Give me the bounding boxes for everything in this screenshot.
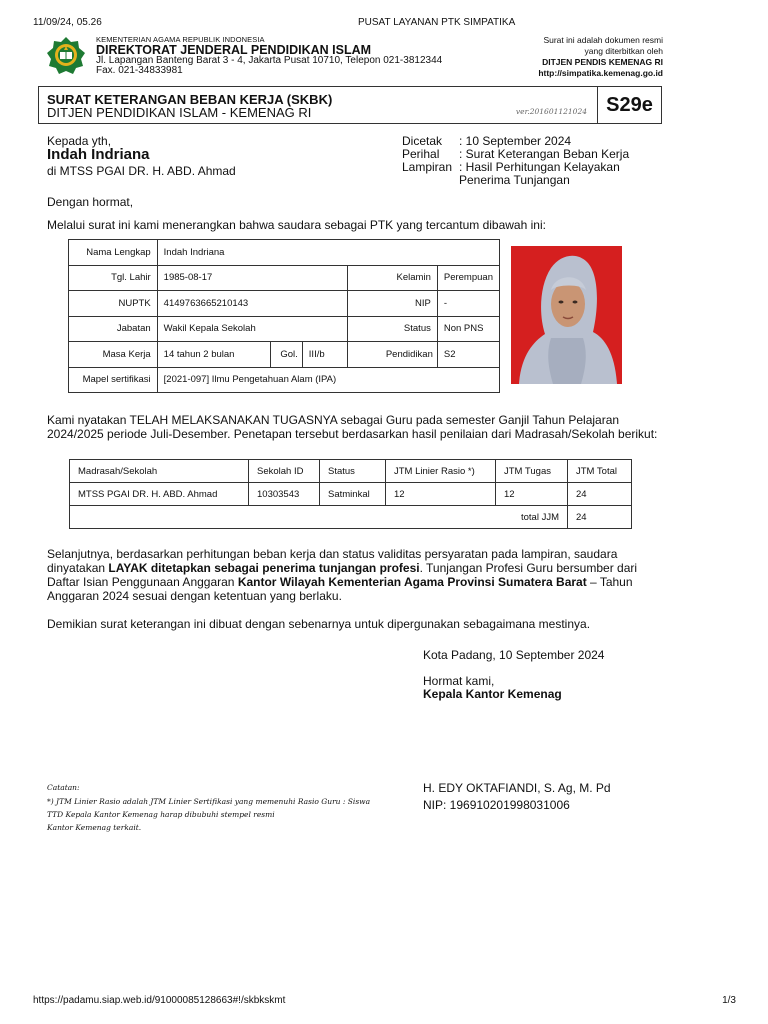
cell-school: MTSS PGAI DR. H. ABD. Ahmad [70, 483, 249, 506]
nip-label: NIP [348, 291, 438, 317]
education-value: S2 [437, 342, 498, 368]
table-row [70, 483, 632, 506]
kop-address: Jl. Lapangan Banteng Barat 3 - 4, Jakarta Pusat 10710, Telepon 021-3812344 [96, 55, 443, 66]
eligibility-text: Selanjutnya, berdasarkan perhitungan beban kerja dan status validitas persyaratan pada lampiran, saudara dinyatakan [47, 547, 618, 575]
kop-directorate: DIREKTORAT JENDERAL PENDIDIKAN ISLAM [96, 43, 372, 57]
eligibility-text: – Tahun Anggaran 2024 sesuai dengan ketentuan yang berlaku. [47, 575, 633, 603]
grade-label: Gol. [270, 342, 302, 368]
kemenag-logo-icon [46, 36, 86, 76]
kop-ministry: KEMENTERIAN AGAMA REPUBLIK INDONESIA [96, 35, 265, 44]
table-spacer [498, 342, 499, 368]
eligibility-text: . Tunjangan Profesi Guru bersumber dari Daftar Isian Penggunaan Anggaran [47, 561, 638, 589]
intro-text: Melalui surat ini kami menerangkan bahwa saudara sebagai PTK yang tercantum dibawah ini: [47, 218, 546, 232]
document-subtitle: DITJEN PENDIDIKAN ISLAM - KEMENAG RI [47, 105, 312, 120]
cell-jtm-tugas: 12 [496, 483, 568, 506]
eligibility-decision: LAYAK ditetapkan sebagai penerima tunjangan profesi [108, 561, 420, 575]
position-label: Jabatan [69, 316, 158, 342]
certification-label: Mapel sertifikasi [69, 367, 158, 393]
signatory-role: Kepala Kantor Kemenag [423, 687, 562, 701]
recipient-place: di MTSS PGAI DR. H. ABD. Ahmad [47, 164, 236, 178]
table-total-row [70, 506, 632, 529]
grade-value: III/b [302, 342, 347, 368]
total-label: total JJM [70, 506, 568, 529]
attachment-label: Lampiran [402, 160, 453, 174]
attachment-value-cont: Penerima Tunjangan [459, 173, 570, 187]
table-row [69, 240, 500, 266]
identity-table [68, 239, 500, 393]
kop-official-notice [538, 35, 663, 79]
table-row [69, 342, 500, 368]
assignment-statement: Kami nyatakan TELAH MELAKSANAKAN TUGASNYA sebagai Guru pada semester Ganjil Tahun Pelajaran 2024/2025 periode Juli-Desember. Penetapan tersebut berdasarkan hasil penilaian dari Madrasah/Sekolah berikut: [47, 413, 658, 441]
table-row [69, 316, 500, 342]
print-url: https://padamu.siap.web.id/91000085128663#!/skbkskmt [33, 995, 286, 1006]
print-datetime: 11/09/24, 05.26 [33, 17, 102, 28]
document-title-box [38, 86, 662, 124]
recipient-name: Indah Indriana [47, 146, 150, 163]
name-label: Nama Lengkap [69, 240, 158, 266]
gender-value: Perempuan [437, 265, 499, 291]
place-date: Kota Padang, 10 September 2024 [423, 648, 605, 662]
printed-value: : 10 September 2024 [459, 134, 572, 148]
education-label: Pendidikan [348, 342, 438, 368]
col-jtm-total: JTM Total [568, 460, 632, 483]
notes-title: Catatan: [47, 783, 80, 792]
notice-url: http://simpatika.kemenag.go.id [538, 68, 663, 78]
document-code: S29e [597, 87, 661, 123]
subject-label: Perihal [402, 147, 440, 161]
document-version: ver.201601121024 [515, 107, 587, 116]
col-school: Madrasah/Sekolah [70, 460, 249, 483]
name-value: Indah Indriana [157, 240, 499, 266]
position-value: Wakil Kepala Sekolah [157, 316, 348, 342]
school-table [69, 459, 632, 529]
tenure-label: Masa Kerja [69, 342, 158, 368]
cell-status: Satminkal [320, 483, 386, 506]
col-jtm-linier: JTM Linier Rasio *) [386, 460, 496, 483]
cell-jtm-total: 24 [568, 483, 632, 506]
closing-statement: Demikian surat keterangan ini dibuat dengan sebenarnya untuk dipergunakan sebagaimana mestinya. [47, 617, 591, 631]
certification-value: [2021-097] Ilmu Pengetahuan Alam (IPA) [157, 367, 499, 393]
dob-value: 1985-08-17 [157, 265, 348, 291]
table-row [69, 265, 500, 291]
gender-label: Kelamin [348, 265, 438, 291]
notes-line: *) JTM Linier Rasio adalah JTM Linier Sertifikasi yang memenuhi Rasio Guru : Siswa [47, 797, 371, 806]
regards: Hormat kami, [423, 674, 495, 688]
nip-value: - [437, 291, 499, 317]
col-jtm-tugas: JTM Tugas [496, 460, 568, 483]
printed-label: Dicetak [402, 134, 443, 148]
dob-label: Tgl. Lahir [69, 265, 158, 291]
notice-line: yang diterbitkan oleh [584, 46, 663, 56]
subject-value: : Surat Keterangan Beban Kerja [459, 147, 630, 161]
eligibility-statement [47, 547, 659, 603]
salutation: Dengan hormat, [47, 195, 134, 209]
kop-fax: Fax. 021-34833981 [96, 65, 183, 76]
notes-line: TTD Kepala Kantor Kemenag harap dibubuhi stempel resmi [47, 810, 275, 819]
nuptk-label: NUPTK [69, 291, 158, 317]
document-title: SURAT KETERANGAN BEBAN KERJA (SKBK) [47, 92, 333, 107]
notes-line: Kantor Kemenag terkait. [47, 823, 142, 832]
notice-issuer: DITJEN PENDIS KEMENAG RI [542, 57, 663, 67]
signatory-nip: NIP: 196910201998031006 [423, 798, 570, 812]
table-row [69, 367, 500, 393]
notice-line: Surat ini adalah dokumen resmi [543, 35, 663, 45]
cell-jtm-linier: 12 [386, 483, 496, 506]
budget-office: Kantor Wilayah Kementerian Agama Provinsi Sumatera Barat [237, 575, 587, 589]
recipient-greeting: Kepada yth, [47, 134, 112, 148]
total-value: 24 [568, 506, 632, 529]
cell-school-id: 10303543 [249, 483, 320, 506]
print-page-title: PUSAT LAYANAN PTK SIMPATIKA [358, 17, 516, 28]
table-header-row [70, 460, 632, 483]
attachment-value: : Hasil Perhitungan Kelayakan [459, 160, 620, 174]
status-value: Non PNS [437, 316, 499, 342]
nuptk-value: 4149763665210143 [157, 291, 348, 317]
print-page-number: 1/3 [722, 995, 736, 1006]
signatory-name: H. EDY OKTAFIANDI, S. Ag, M. Pd [423, 781, 611, 795]
teacher-photo [511, 246, 622, 384]
table-row [69, 291, 500, 317]
col-school-id: Sekolah ID [249, 460, 320, 483]
status-label: Status [348, 316, 438, 342]
col-status: Status [320, 460, 386, 483]
tenure-value: 14 tahun 2 bulan [157, 342, 270, 368]
